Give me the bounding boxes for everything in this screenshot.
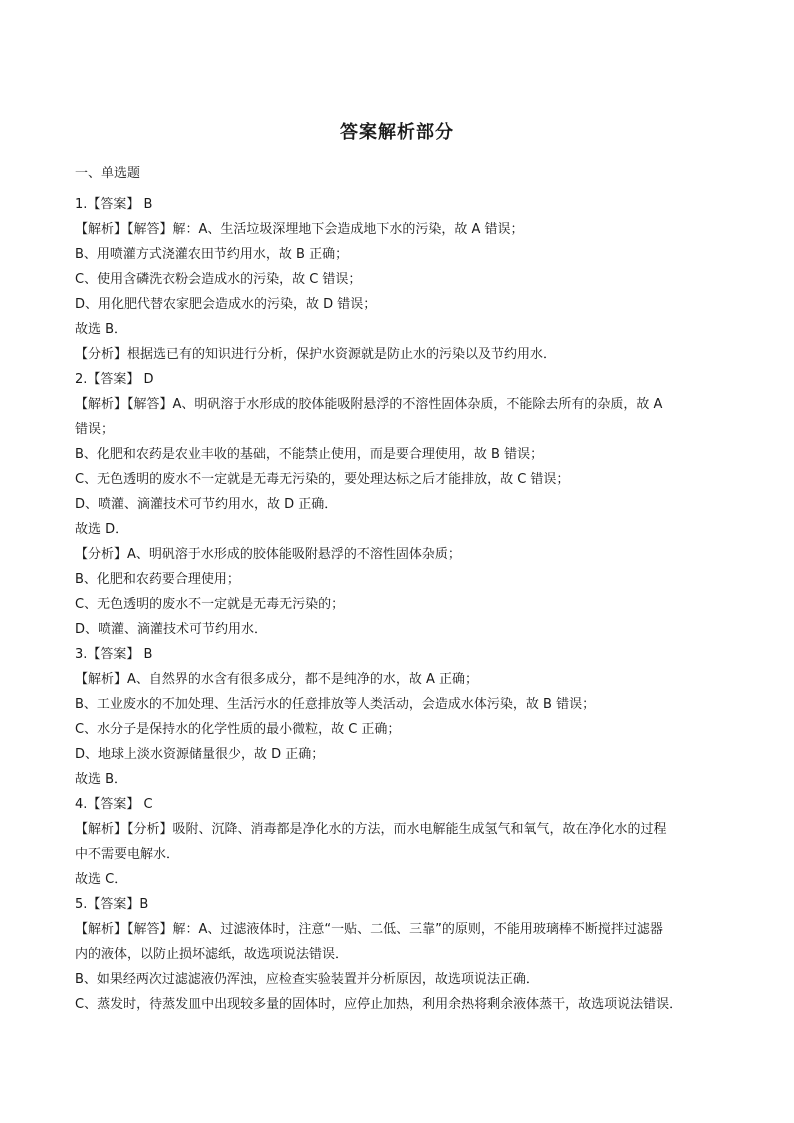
answer-content xyxy=(75,192,725,1017)
text-line: 内的液体，以防止损坏滤纸，故选项说法错误． xyxy=(75,947,349,962)
text-line: 4.【答案】 C xyxy=(75,797,153,812)
text-line: 【解析】【解答】A、明矾溶于水形成的胶体能吸附悬浮的不溶性固体杂质，不能除去所有的杂质，故 A xyxy=(75,397,663,412)
text-line: D、地球上淡水资源储量很少，故 D 正确； xyxy=(75,747,325,762)
text-line: C、水分子是保持水的化学性质的最小微粒，故 C 正确； xyxy=(75,722,401,737)
section-heading: 一、单选题 xyxy=(75,166,141,181)
text-line: 2.【答案】 D xyxy=(75,372,154,387)
text-line: 【解析】A、自然界的水含有很多成分，都不是纯净的水，故 A 正确； xyxy=(75,672,479,687)
page-title: 答案解析部分 xyxy=(340,122,454,143)
text-line: 【解析】【解答】解：A、生活垃圾深埋地下会造成地下水的污染，故 A 错误； xyxy=(75,222,524,237)
text-line: 5.【答案】B xyxy=(75,897,149,912)
text-line: B、如果经两次过滤滤液仍浑浊，应检查实验装置并分析原因，故选项说法正确． xyxy=(75,972,539,987)
text-line: 【分析】根据选已有的知识进行分析，保护水资源就是防止水的污染以及节约用水． xyxy=(75,347,557,362)
text-line: 故选 D． xyxy=(75,522,129,537)
text-line: 故选 C． xyxy=(75,872,128,887)
text-line: 【解析】【解答】解：A、过滤液体时，注意“一贴、二低、三靠”的原则，不能用玻璃棒不断搅拌过滤器 xyxy=(75,922,663,937)
text-line: 故选 B． xyxy=(75,322,128,337)
text-line: C、无色透明的废水不一定就是无毒无污染的，要处理达标之后才能排放，故 C 错误； xyxy=(75,472,570,487)
text-line: 【解析】【分析】吸附、沉降、消毒都是净化水的方法，而水电解能生成氢气和氧气，故在净化水的过程 xyxy=(75,822,667,837)
text-line: 错误； xyxy=(75,422,115,437)
text-line: C、使用含磷洗衣粉会造成水的污染，故 C 错误； xyxy=(75,272,362,287)
text-line: C、无色透明的废水不一定就是无毒无污染的； xyxy=(75,597,345,612)
text-line: B、工业废水的不加处理、生活污水的任意排放等人类活动，会造成水体污染，故 B 错误； xyxy=(75,697,596,712)
text-line: B、化肥和农药要合理使用； xyxy=(75,572,240,587)
text-line: D、喷灌、滴灌技术可节约用水． xyxy=(75,622,268,637)
text-line: 1.【答案】 B xyxy=(75,197,153,212)
text-line: B、用喷灌方式浇灌农田节约用水，故 B 正确； xyxy=(75,247,349,262)
text-line: 中不需要电解水． xyxy=(75,847,180,862)
text-line: 故选 B． xyxy=(75,772,128,787)
text-line: C、蒸发时，待蒸发皿中出现较多量的固体时，应停止加热，利用余热将剩余液体蒸干，故选项说法错误． xyxy=(75,997,683,1012)
text-line: 【分析】A、明矾溶于水形成的胶体能吸附悬浮的不溶性固体杂质； xyxy=(75,547,461,562)
text-line: D、用化肥代替农家肥会造成水的污染，故 D 错误； xyxy=(75,297,377,312)
text-line: D、喷灌、滴灌技术可节约用水，故 D 正确． xyxy=(75,497,338,512)
text-line: 3.【答案】 B xyxy=(75,647,153,662)
text-line: B、化肥和农药是农业丰收的基础，不能禁止使用，而是要合理使用，故 B 错误； xyxy=(75,447,544,462)
